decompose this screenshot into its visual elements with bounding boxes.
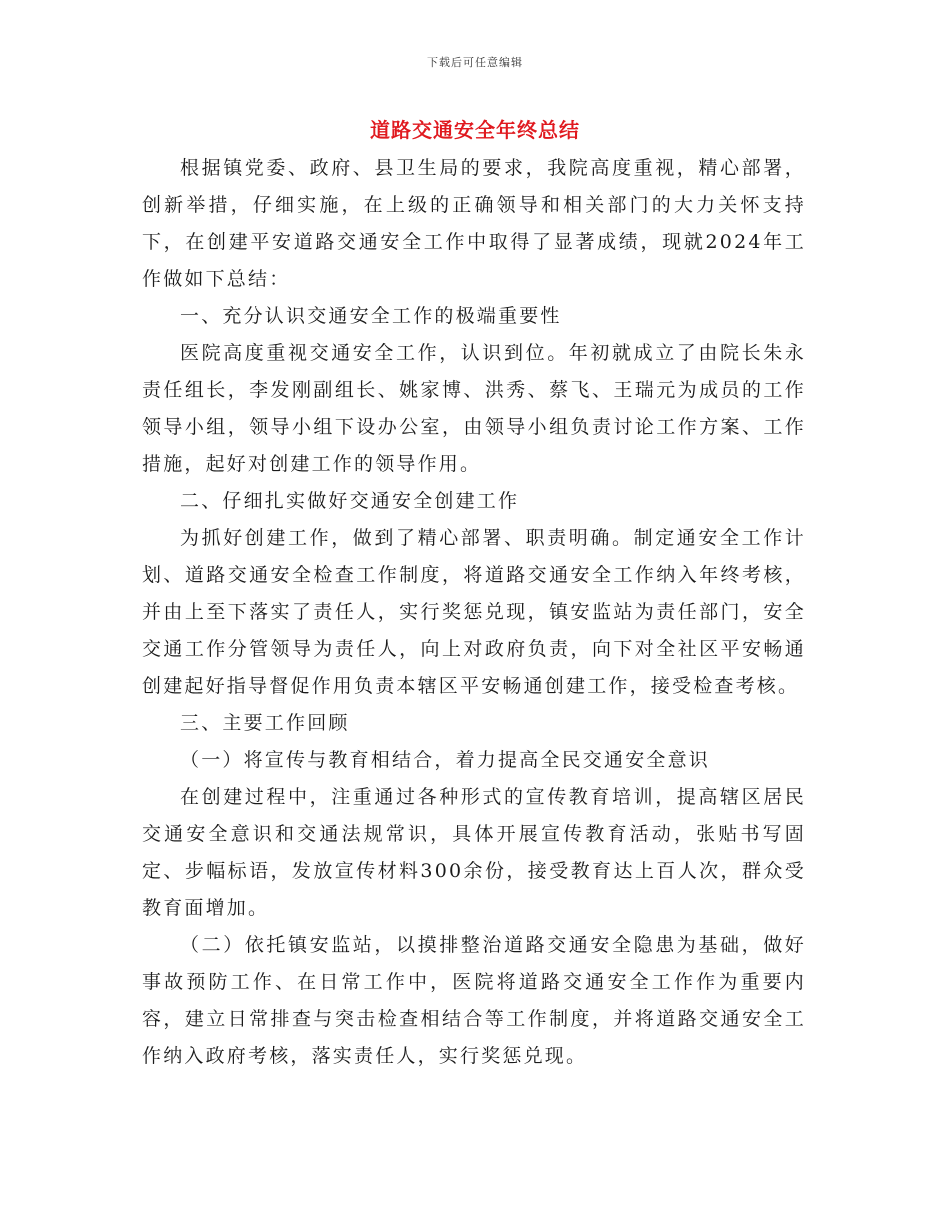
document-title: 道路交通安全年终总结 (370, 118, 580, 142)
section-heading-2: 二、仔细扎实做好交通安全创建工作 (180, 490, 520, 512)
section-heading-1: 一、充分认识交通安全工作的极端重要性 (180, 305, 562, 327)
header-note: 下载后可任意编辑 (427, 56, 523, 69)
section-heading-3: 三、主要工作回顾 (180, 712, 350, 734)
paragraph-subsection-2: （二）依托镇安监站，以摸排整治道路交通安全隐患为基础，做好事故预防工作、在日常工作中，医院将道路交通安全工作作为重要内容，建立日常排查与突击检查相结合等工作制度，并将道路交通安全工作纳入政府考核，落实责任人，实行奖惩兑现。 (142, 934, 806, 1067)
subsection-heading-1: （一）将宣传与教育相结合，着力提高全民交通安全意识 (180, 749, 711, 771)
paragraph-intro: 根据镇党委、政府、县卫生局的要求，我院高度重视，精心部署，创新举措，仔细实施，在上级的正确领导和相关部门的大力关怀支持下，在创建平安道路交通安全工作中取得了显著成绩，现就2024年工作做如下总结： (142, 157, 806, 290)
paragraph-section-2: 为抓好创建工作，做到了精心部署、职责明确。制定通安全工作计划、道路交通安全检查工作制度，将道路交通安全工作纳入年终考核，并由上至下落实了责任人，实行奖惩兑现，镇安监站为责任部门，安全交通工作分管领导为责任人，向上对政府负责，向下对全社区平安畅通创建起好指导督促作用负责本辖区平安畅通创建工作，接受检查考核。 (142, 527, 806, 697)
paragraph-subsection-1: 在创建过程中，注重通过各种形式的宣传教育培训，提高辖区居民交通安全意识和交通法规常识，具体开展宣传教育活动，张贴书写固定、步幅标语，发放宣传材料300余份，接受教育达上百人次，群众受教育面增加。 (142, 786, 806, 919)
document-body (142, 150, 806, 1075)
paragraph-section-1: 医院高度重视交通安全工作，认识到位。年初就成立了由院长朱永责任组长，李发刚副组长、姚家博、洪秀、蔡飞、王瑞元为成员的工作领导小组，领导小组下设办公室，由领导小组负责讨论工作方案、工作措施，起好对创建工作的领导作用。 (142, 342, 806, 475)
